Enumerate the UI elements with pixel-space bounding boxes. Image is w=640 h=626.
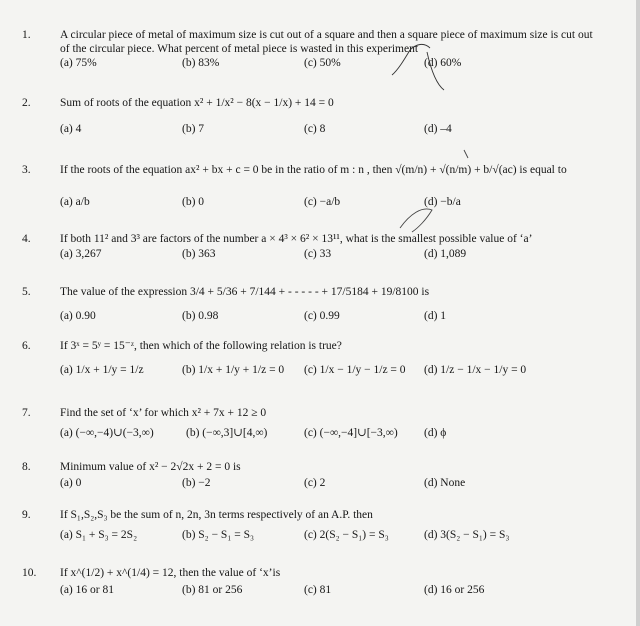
option-d[interactable]: (d) 60% bbox=[424, 57, 462, 69]
option-b[interactable]: (b) S₂ − S₁ = S₃ bbox=[182, 529, 254, 541]
option-b[interactable]: (b) 363 bbox=[182, 248, 216, 260]
question-stem: A circular piece of metal of maximum size is cut out of a square and then a square piece of maximum size is cut out of the circular piece. What percent of metal piece is wasted in this experiment bbox=[60, 29, 593, 55]
option-d[interactable]: (d) 1/z − 1/x − 1/y = 0 bbox=[424, 364, 527, 376]
question-number: 6. bbox=[22, 340, 31, 352]
option-c[interactable]: (c) 33 bbox=[304, 248, 332, 260]
option-a[interactable]: (a) S₁ + S₃ = 2S₂ bbox=[60, 529, 138, 541]
option-c[interactable]: (c) (−∞,−4]∪[−3,∞) bbox=[304, 427, 398, 439]
option-a[interactable]: (a) a/b bbox=[60, 196, 90, 208]
option-c[interactable]: (c) 2 bbox=[304, 477, 326, 489]
option-d[interactable]: (d) 1 bbox=[424, 310, 447, 322]
option-c[interactable]: (c) −a/b bbox=[304, 196, 341, 208]
question-stem: The value of the expression 3/4 + 5/36 + 7/144 + - - - - - + 17/5184 + 19/8100 is bbox=[60, 286, 430, 298]
question-number: 1. bbox=[22, 29, 31, 41]
question-8 bbox=[0, 460, 640, 490]
option-d[interactable]: (d) 16 or 256 bbox=[424, 584, 485, 596]
option-b[interactable]: (b) (−∞,3]∪[4,∞) bbox=[186, 427, 268, 439]
option-b[interactable]: (b) 0 bbox=[182, 196, 205, 208]
option-c[interactable]: (c) 8 bbox=[304, 123, 326, 135]
question-stem: If 3ˣ = 5ʸ = 15⁻ᶻ, then which of the following relation is true? bbox=[60, 340, 342, 352]
option-a[interactable]: (a) 0.90 bbox=[60, 310, 96, 322]
question-7 bbox=[0, 406, 640, 442]
option-c[interactable]: (c) 81 bbox=[304, 584, 332, 596]
question-stem: Find the set of ‘x’ for which x² + 7x + 12 ≥ 0 bbox=[60, 407, 267, 419]
option-d[interactable]: (d) None bbox=[424, 477, 466, 489]
option-d[interactable]: (d) −b/a bbox=[424, 196, 461, 208]
question-stem: If x^(1/2) + x^(1/4) = 12, then the value of ‘x’is bbox=[60, 567, 281, 579]
question-number: 10. bbox=[22, 567, 37, 579]
option-c[interactable]: (c) 2(S₂ − S₁) = S₃ bbox=[304, 529, 389, 541]
option-d[interactable]: (d) ϕ bbox=[424, 427, 447, 439]
question-stem: Minimum value of x² − 2√2x + 2 = 0 is bbox=[60, 461, 241, 473]
question-stem: If S₁,S₂,S₃ be the sum of n, 2n, 3n terms respectively of an A.P. then bbox=[60, 509, 373, 521]
option-b[interactable]: (b) 7 bbox=[182, 123, 205, 135]
option-c[interactable]: (c) 0.99 bbox=[304, 310, 340, 322]
question-9 bbox=[0, 508, 640, 548]
question-number: 8. bbox=[22, 461, 31, 473]
option-b[interactable]: (b) 83% bbox=[182, 57, 220, 69]
option-b[interactable]: (b) 81 or 256 bbox=[182, 584, 243, 596]
option-c[interactable]: (c) 50% bbox=[304, 57, 341, 69]
question-number: 3. bbox=[22, 164, 31, 176]
question-1 bbox=[0, 28, 640, 76]
option-c[interactable]: (c) 1/x − 1/y − 1/z = 0 bbox=[304, 364, 406, 376]
option-a[interactable]: (a) (−∞,−4)∪(−3,∞) bbox=[60, 427, 154, 439]
option-d[interactable]: (d) –4 bbox=[424, 123, 452, 135]
question-number: 9. bbox=[22, 509, 31, 521]
question-stem: Sum of roots of the equation x² + 1/x² − 8(x − 1/x) + 14 = 0 bbox=[60, 97, 334, 109]
question-4 bbox=[0, 232, 640, 262]
option-b[interactable]: (b) 0.98 bbox=[182, 310, 219, 322]
question-10 bbox=[0, 566, 640, 602]
question-number: 4. bbox=[22, 233, 31, 245]
question-2 bbox=[0, 96, 640, 136]
question-number: 5. bbox=[22, 286, 31, 298]
option-a[interactable]: (a) 16 or 81 bbox=[60, 584, 114, 596]
question-6 bbox=[0, 339, 640, 385]
question-5 bbox=[0, 285, 640, 325]
option-a[interactable]: (a) 4 bbox=[60, 123, 82, 135]
page-edge bbox=[636, 0, 640, 626]
option-a[interactable]: (a) 75% bbox=[60, 57, 97, 69]
option-d[interactable]: (d) 1,089 bbox=[424, 248, 467, 260]
option-a[interactable]: (a) 3,267 bbox=[60, 248, 102, 260]
question-number: 7. bbox=[22, 407, 31, 419]
question-stem: If both 11² and 3³ are factors of the number a × 4³ × 6² × 13¹¹, what is the smallest possible value of ‘a’ bbox=[60, 233, 533, 245]
option-b[interactable]: (b) 1/x + 1/y + 1/z = 0 bbox=[182, 364, 285, 376]
option-a[interactable]: (a) 0 bbox=[60, 477, 82, 489]
question-number: 2. bbox=[22, 97, 31, 109]
option-b[interactable]: (b) −2 bbox=[182, 477, 211, 489]
option-d[interactable]: (d) 3(S₂ − S₁) = S₃ bbox=[424, 529, 510, 541]
option-a[interactable]: (a) 1/x + 1/y = 1/z bbox=[60, 364, 144, 376]
question-3 bbox=[0, 163, 640, 209]
question-stem: If the roots of the equation ax² + bx + c = 0 be in the ratio of m : n , then √(m/n) + √(n/m) + b/√(ac) is equal to bbox=[60, 164, 567, 176]
